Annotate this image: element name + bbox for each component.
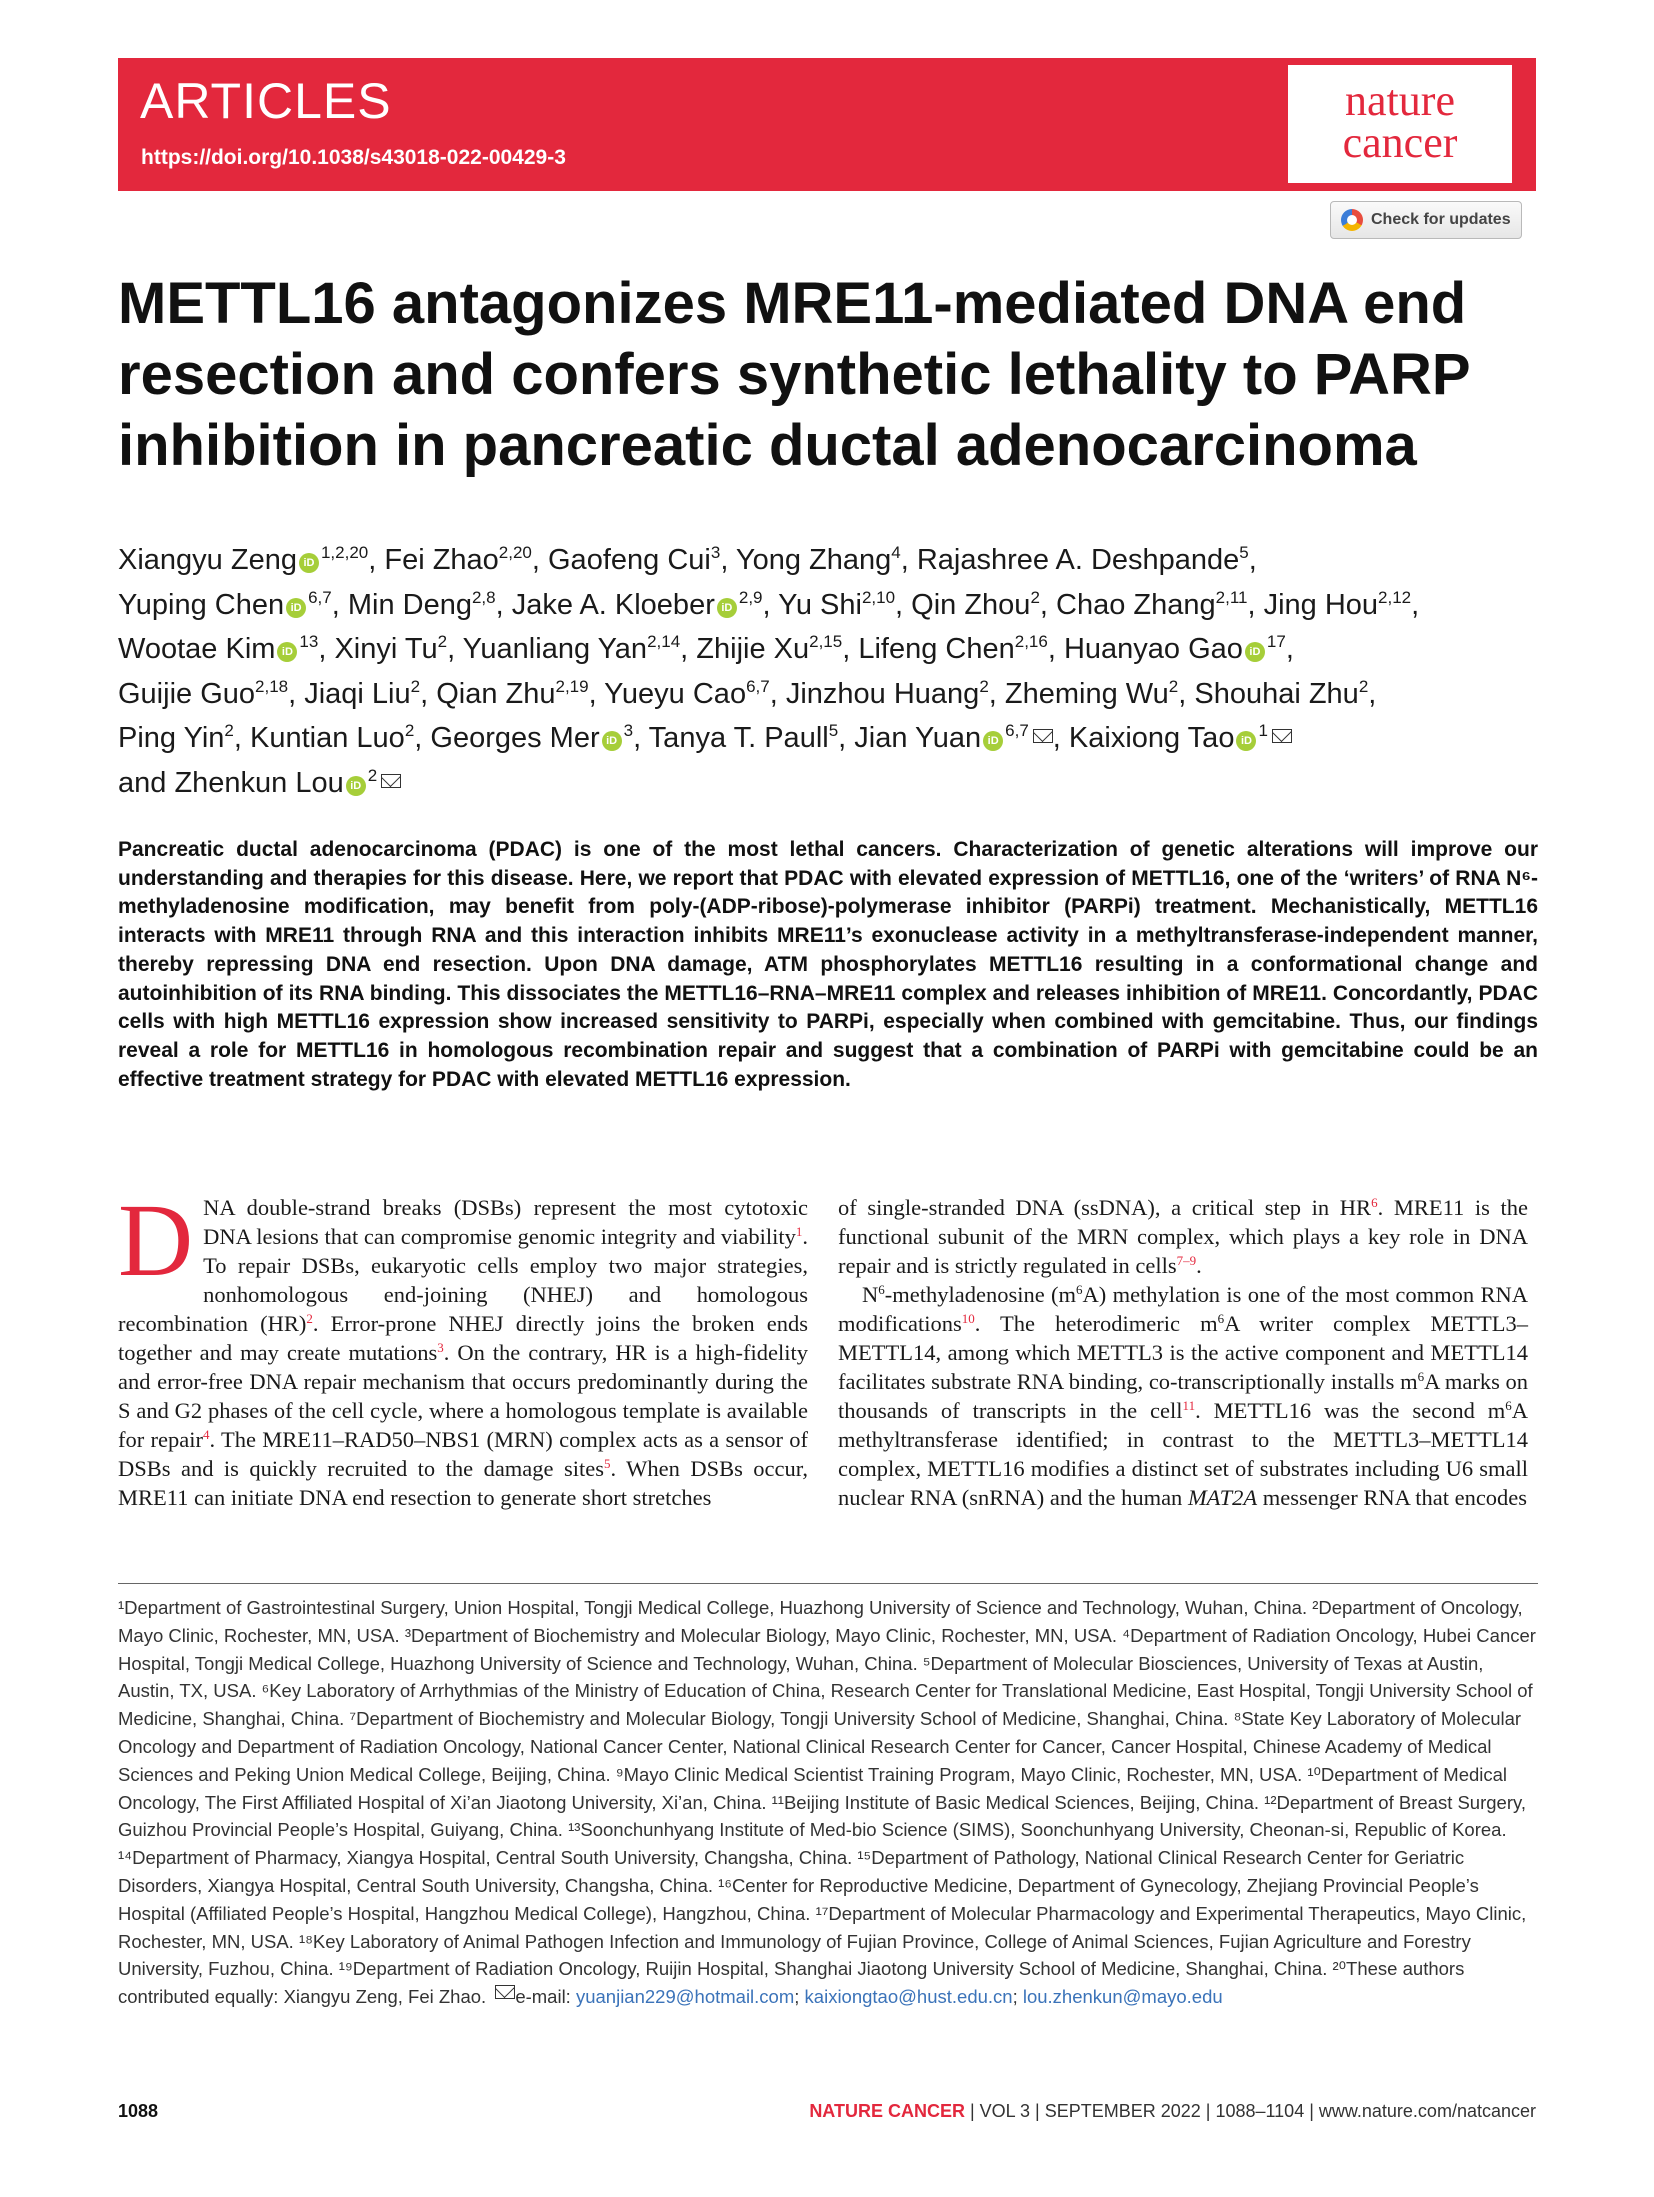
affiliation-ref: 2 (410, 676, 421, 696)
affiliation-ref: 2,16 (1014, 632, 1048, 651)
citation-ref[interactable]: 11 (1182, 1398, 1196, 1413)
author-name[interactable]: , Rajashree A. Deshpande (900, 544, 1240, 576)
divider (118, 1583, 1538, 1584)
citation-ref[interactable]: 1 (795, 1224, 803, 1239)
author-name[interactable]: , Yuanliang Yan (447, 633, 648, 665)
author-name[interactable]: , Jian Yuan (838, 722, 982, 754)
email-link[interactable]: yuanjian229@hotmail.com (575, 1986, 795, 2008)
body-text: . METTL16 was the second m (1195, 1398, 1506, 1423)
separator: , (1368, 677, 1377, 710)
author-name[interactable]: Ping Yin (118, 722, 225, 754)
orcid-icon[interactable]: iD (983, 731, 1003, 751)
affiliation-ref: 2,18 (255, 676, 289, 696)
orcid-icon[interactable]: iD (286, 598, 306, 618)
email-icon[interactable] (1033, 729, 1053, 743)
abstract: Pancreatic ductal adenocarcinoma (PDAC) is one of the most lethal cancers. Characterization of genetic alterations will improve our understanding and therapies for this disease. Here, we report that PDAC with elevated expression of METTL16, one of the ‘writers’ of RNA N⁶-methyladenosine modification, may benefit from poly-(ADP-ribose)-polymerase inhibitor (PARPi) treatment. Mechanistically, METTL16 interacts with MRE11 through RNA and this interaction inhibits MRE11’s exonuclease activity in a methyltransferase-independent manner, thereby repressing DNA end resection. Upon DNA damage, ATM phosphorylates METTL16 resulting in a conformational change and autoinhibition of its RNA binding. This dissociates the METTL16–RNA–MRE11 complex and releases inhibition of MRE11. Concordantly, PDAC cells with high METTL16 expression show increased sensitivity to PARPi, especially when combined with gemcitabine. Thus, our findings reveal a role for METTL16 in homologous recombination repair and suggest that a combination of PARPi with gemcitabine could be an effective treatment strategy for PDAC with elevated METTL16 expression. (118, 838, 1538, 1091)
superscript: 6 (1417, 1369, 1425, 1384)
body-text: A marks on thousands of transcripts in the cell (838, 1369, 1529, 1423)
affiliation-ref: 6,7 (308, 587, 332, 607)
affiliation-ref: 2 (1168, 676, 1179, 696)
author-name[interactable]: , Tanya T. Paull (633, 722, 829, 754)
affiliation-ref: 17 (1266, 632, 1286, 651)
superscript: 6 (1505, 1398, 1512, 1413)
author-name[interactable]: , Zhijie Xu (680, 633, 810, 665)
gene-name: MAT2A (1187, 1485, 1258, 1510)
body-text: . The MRE11–RAD50–NBS1 (MRN) complex acts as a sensor of DSBs and is quickly recruited to the damage sites (118, 1427, 808, 1481)
body-text: A methyltransferase identified; in contrast to the METTL3–METTL14 complex, METTL16 modifies a distinct set of substrates including U6 small nuclear RNA (snRNA) and the human (838, 1398, 1528, 1510)
email-link[interactable]: lou.zhenkun@mayo.edu (1022, 1986, 1223, 2008)
email-icon[interactable] (1272, 729, 1292, 743)
affiliation-ref: 13 (299, 632, 319, 651)
author-line (118, 627, 1538, 672)
author-name[interactable]: , Jing Hou (1247, 588, 1379, 621)
email-icon (495, 1985, 515, 1999)
affiliation-ref: 2,15 (809, 632, 843, 651)
page-number: 1088 (118, 2101, 159, 2121)
superscript: 6 (878, 1282, 885, 1297)
body-text: -methyladenosine (m (884, 1282, 1077, 1307)
body-text: NA double-strand breaks (DSBs) represent the most cytotoxic DNA lesions that can compromise genomic integrity and viability (203, 1195, 808, 1249)
author-name[interactable]: , Shouhai Zhu (1178, 677, 1359, 710)
affiliation-ref: 1 (1258, 721, 1268, 740)
body-paragraph (118, 1183, 808, 1512)
affiliation-ref: 2 (1030, 587, 1040, 607)
separator: , (1285, 633, 1294, 665)
body-text: of single-stranded DNA (ssDNA), a critical step in HR (838, 1195, 1372, 1220)
author-name[interactable]: , Lifeng Chen (842, 633, 1015, 665)
citation-ref[interactable]: 6 (1371, 1195, 1378, 1210)
affiliation-ref: 2 (224, 721, 234, 740)
body-paragraph (838, 1193, 1528, 1280)
author-name[interactable]: , Xinyi Tu (318, 633, 438, 665)
affiliations-text: ¹Department of Gastrointestinal Surgery, Union Hospital, Tongji Medical College, Huazhong University of Science and Technology, Wuhan, China. ²Department of Oncology, Mayo Clinic, Rochester, MN, USA. ³Department of Biochemistry and Molecular Biology, Mayo Clinic, Rochester, MN, USA. ⁴Department of Radiation Oncology, Hubei Cancer Hospital, Tongji Medical College, Huazhong University of Science and Technology, Wuhan, China. ⁵Department of Molecular Biosciences, University of Texas at Austin, Austin, TX, USA. ⁶Key Laboratory of Arrhythmias of the Ministry of Education of China, Research Center for Translational Medicine, East Hospital, Tongji University School of Medicine, Shanghai, China. ⁷Department of Biochemistry and Molecular Biology, Tongji University School of Medicine, Shanghai, China. ⁸State Key Laboratory of Molecular Oncology and Department of Radiation Oncology, National Cancer Center, National Clinical Research Center for Cancer, Cancer Hospital, Chinese Academy of Medical Sciences and Peking Union Medical College, Beijing, China. ⁹Mayo Clinic Medical Scientist Training Program, Mayo Clinic, Rochester, MN, USA. ¹⁰Department of Medical Oncology, The First Affiliated Hospital of Xi’an Jiaotong University, Xi’an, China. ¹¹Beijing Institute of Basic Medical Sciences, Beijing, China. ¹²Department of Breast Surgery, Guizhou Provincial People’s Hospital, Guiyang, China. ¹³Soonchunhyang Institute of Med-bio Science (SIMS), Soonchunhyang University, Cheonan-si, Republic of Korea. ¹⁴Department of Pharmacy, Xiangya Hospital, Central South University, Changsha, China. ¹⁵Department of Pathology, National Clinical Research Center for Geriatric Disorders, Xiangya Hospital, Central South University, Changsha, China. ¹⁶Center for Reproductive Medicine, Department of Gynecology, Zhejiang Provincial People’s Hospital (Affiliated People’s Hospital, Hangzhou Medical College), Hangzhou, China. ¹⁷Department of Molecular Pharmacology and Experimental Therapeutics, Mayo Clinic, Rochester, MN, USA. ¹⁸Key Laboratory of Animal Pathogen Infection and Immunology of Fujian Province, College of Animal Sciences, Fujian Agriculture and Forestry University, Fuzhou, China. ¹⁹Department of Radiation Oncology, Ruijin Hospital, Shanghai Jiaotong University School of Medicine, Shanghai, China. ²⁰These authors contributed equally: Xiangyu Zeng, Fei Zhao. (118, 1597, 1536, 2008)
citation-ref[interactable]: 10 (961, 1311, 975, 1326)
author-name[interactable]: , Chao Zhang (1039, 588, 1216, 621)
affiliations (118, 1594, 1538, 2011)
affiliation-ref: 2 (979, 676, 989, 696)
article-title (118, 268, 1538, 481)
body-text: A) methylation is one of the most common RNA modifications (838, 1282, 1528, 1336)
affiliation-ref: 3 (623, 721, 634, 740)
body-text: A writer complex METTL3–METTL14, among which METTL3 is the active component and METTL14 facilitates substrate RNA binding, co-transcriptionally installs m (838, 1311, 1528, 1394)
body-text: . Error-prone NHEJ directly joins the broken ends together and may create mutations (118, 1311, 808, 1365)
affiliation-ref: 5 (828, 721, 839, 740)
author-name[interactable]: , Fei Zhao (368, 544, 499, 576)
journal-url-link[interactable]: www.nature.com/natcancer (1318, 2101, 1536, 2121)
separator: ; (1012, 1986, 1023, 2008)
superscript: 6 (1217, 1311, 1225, 1326)
author-name[interactable]: Yuping Chen (118, 588, 285, 621)
author-name[interactable]: , Jiaqi Liu (288, 677, 411, 710)
affiliation-ref: 1,2,20 (320, 543, 369, 562)
affiliation-ref: 5 (1239, 543, 1249, 562)
author-name[interactable]: Wootae Kim (118, 633, 276, 665)
header-banner (118, 58, 1536, 191)
check-for-updates-label: Check for updates (1371, 211, 1511, 228)
author-name[interactable]: , Kuntian Luo (233, 722, 405, 754)
author-list (118, 538, 1538, 805)
drop-cap: D (118, 1183, 194, 1298)
orcid-icon[interactable]: iD (602, 731, 622, 751)
affiliation-ref: 6,7 (746, 676, 770, 696)
running-footer (809, 2101, 1536, 2122)
body-text: messenger RNA that encodes (1257, 1485, 1528, 1510)
affiliation-ref: 2,12 (1378, 587, 1412, 607)
author-line (118, 716, 1538, 761)
journal-logo-line1: nature (1345, 76, 1455, 125)
author-name[interactable]: , Gaofeng Cui (531, 544, 711, 576)
author-line (118, 761, 1538, 806)
author-line (118, 583, 1538, 628)
body-text: . To repair DSBs, eukaryotic cells employ two major strategies, nonhomologous end-joining (NHEJ) and homologous recombination (HR) (118, 1224, 808, 1336)
affiliation-ref: 6,7 (1005, 721, 1029, 740)
citation-ref[interactable]: 2 (306, 1311, 313, 1326)
body-text: . The heterodimeric m (974, 1311, 1218, 1336)
author-name[interactable]: Guijie Guo (118, 677, 256, 710)
superscript: 6 (1076, 1282, 1083, 1297)
author-line (118, 672, 1538, 717)
citation-ref[interactable]: 3 (437, 1340, 444, 1355)
affiliation-ref: 2,10 (861, 587, 896, 607)
orcid-icon[interactable]: iD (346, 776, 366, 796)
separator: ; (794, 1986, 805, 2008)
orcid-icon[interactable]: iD (1245, 642, 1265, 662)
body-text: . MRE11 is the functional subunit of the MRN complex, which plays a key role in DNA repair and is strictly regulated in cells (838, 1195, 1528, 1278)
body-text: . (1196, 1253, 1202, 1278)
affiliation-ref: 4 (891, 543, 901, 562)
crossmark-icon (1341, 209, 1363, 231)
author-name[interactable]: Xiangyu Zeng (118, 544, 297, 576)
orcid-icon[interactable]: iD (277, 642, 297, 662)
affiliation-ref: 2,14 (647, 632, 681, 651)
body-column-right (838, 1193, 1528, 1512)
doi-link[interactable]: https://doi.org/10.1038/s43018-022-00429-3 (141, 146, 566, 169)
body-text: N (862, 1282, 879, 1307)
author-name[interactable]: , Jinzhou Huang (769, 677, 980, 710)
orcid-icon[interactable]: iD (717, 598, 737, 618)
affiliation-ref: 2,9 (738, 587, 763, 607)
author-name[interactable]: , Zheming Wu (988, 677, 1169, 710)
body-column-left (118, 1183, 808, 1512)
body-text: . When DSBs occur, MRE11 can initiate DNA end resection to generate short stretches (118, 1456, 808, 1510)
separator: , (1411, 588, 1420, 621)
email-label: e-mail: (515, 1986, 576, 2008)
author-name[interactable]: , Min Deng (331, 588, 472, 621)
separator: , (1248, 544, 1257, 576)
citation-ref[interactable]: 5 (603, 1456, 611, 1471)
author-name[interactable]: , Kaixiong Tao (1052, 722, 1235, 754)
affiliation-ref: 2 (1358, 676, 1369, 696)
affiliation-ref: 2,11 (1215, 587, 1248, 607)
author-name[interactable]: and Zhenkun Lou (118, 766, 344, 799)
affiliation-ref: 3 (710, 543, 721, 562)
title-line: METTL16 antagonizes MRE11-mediated DNA end (118, 271, 1467, 336)
body-text: . On the contrary, HR is a high-fidelity and error-free DNA repair mechanism that occurs predominantly during the S and G2 phases of the cell cycle, where a homologous template is available for repair (118, 1340, 808, 1452)
author-name[interactable]: , Qian Zhu (420, 677, 556, 710)
footer-journal: NATURE CANCER (809, 2101, 965, 2121)
affiliation-ref: 2 (367, 765, 378, 785)
title-line: resection and confers synthetic lethality to PARP (118, 342, 1471, 407)
author-name[interactable]: , Jake A. Kloeber (495, 588, 715, 621)
journal-logo (1288, 65, 1512, 183)
affiliation-ref: 2,20 (498, 543, 532, 562)
affiliation-ref: 2 (437, 632, 448, 651)
citation-ref[interactable]: 4 (203, 1427, 210, 1442)
check-for-updates-button[interactable] (1330, 201, 1522, 239)
affiliation-ref: 2 (404, 721, 415, 740)
author-name[interactable]: , Yong Zhang (720, 544, 892, 576)
affiliation-ref: 2,19 (555, 676, 589, 696)
body-paragraph (838, 1280, 1528, 1512)
author-name[interactable]: , Georges Mer (414, 722, 600, 754)
section-label: ARTICLES (140, 73, 392, 129)
orcid-icon[interactable]: iD (1236, 731, 1256, 751)
affiliation-ref: 2,8 (471, 587, 496, 607)
title-line: inhibition in pancreatic ductal adenocarcinoma (118, 413, 1417, 478)
author-name[interactable]: , Yueyu Cao (588, 677, 747, 710)
journal-logo-line2: cancer (1342, 118, 1458, 167)
author-name[interactable]: , Huanyao Gao (1047, 633, 1243, 665)
author-line (118, 538, 1538, 583)
footer-details: | VOL 3 | SEPTEMBER 2022 | 1088–1104 | (964, 2101, 1319, 2121)
orcid-icon[interactable]: iD (299, 553, 319, 573)
email-link[interactable]: kaixiongtao@hust.edu.cn (804, 1986, 1013, 2008)
author-name[interactable]: , Qin Zhou (895, 588, 1031, 621)
citation-ref[interactable]: 7–9 (1176, 1253, 1197, 1268)
email-icon[interactable] (381, 774, 401, 788)
author-name[interactable]: , Yu Shi (762, 588, 862, 621)
